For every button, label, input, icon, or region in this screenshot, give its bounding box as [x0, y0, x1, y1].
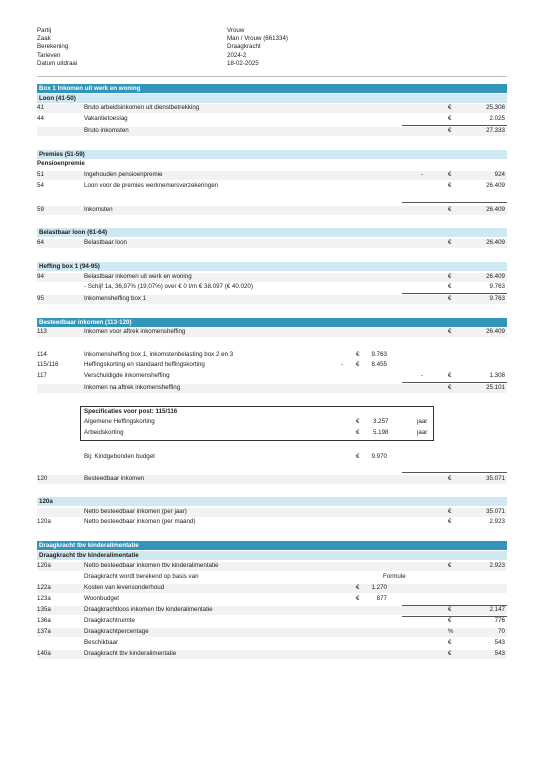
row-59: [37, 206, 507, 215]
row-label: Loon voor de premies werknemersverzekeringen: [84, 182, 219, 189]
row-number: 135a: [37, 606, 51, 613]
header-divider: [37, 76, 507, 77]
row-number: 44: [37, 115, 44, 122]
currency: €: [356, 429, 360, 436]
section-draagkracht-title: [37, 541, 507, 550]
currency: €: [356, 584, 360, 591]
currency: €: [448, 127, 452, 134]
amount: 25.308: [486, 104, 505, 111]
currency: €: [448, 273, 452, 280]
amount: 35.071: [486, 508, 505, 515]
row-label: Netto besteedbaar inkomen (per maand): [84, 518, 196, 525]
currency: €: [448, 617, 452, 624]
section-title: Box 1 Inkomen uit werk en woning: [39, 85, 141, 92]
row-51: [37, 171, 507, 180]
amount: 70: [498, 628, 505, 635]
amount: 877: [376, 595, 387, 602]
row-label: Algemene Heffingskorting: [84, 418, 155, 425]
row-number: 123a: [37, 595, 51, 602]
row-label: Arbeidskorting: [84, 429, 124, 436]
row-94: [37, 273, 507, 282]
row-label: Beschikbaar: [84, 639, 119, 646]
row-kindgebonden: [37, 453, 507, 462]
unit: jaar: [417, 418, 428, 425]
row-120a-kinder: [37, 562, 507, 571]
currency: €: [448, 206, 452, 213]
row-number: 59: [37, 206, 44, 213]
row-label: Netto besteedbaar inkomen tbv kinderalimentatie: [84, 562, 219, 569]
row-number: 120: [37, 475, 48, 482]
row-95: [37, 295, 507, 304]
row-136a: [37, 617, 507, 626]
section-title: Besteedbaar inkomen (113-120): [39, 319, 132, 326]
sum-line: [402, 293, 507, 294]
amount: 776: [494, 617, 505, 624]
spec-title-row: [37, 408, 507, 417]
row-number: 136a: [37, 617, 51, 624]
row-label: Belastbaar inkomen uit werk en woning: [84, 273, 192, 280]
row-135a: [37, 606, 507, 615]
row-label: Inkomen voor aftrek inkomensheffing: [84, 328, 186, 335]
unit: jaar: [417, 429, 428, 436]
subsection-title: Loon (41-50): [39, 95, 76, 102]
sum-line: [402, 202, 507, 203]
row-label: Draagkrachtloos inkomen tbv kinderalimentatie: [84, 606, 213, 613]
amount: 26.409: [486, 328, 505, 335]
row-64: [37, 239, 507, 248]
amount: 9.970: [371, 453, 387, 460]
header-row: [37, 60, 507, 68]
currency: €: [448, 639, 452, 646]
currency: €: [448, 372, 452, 379]
header-row: [37, 52, 507, 60]
currency: €: [448, 650, 452, 657]
row-54: [37, 182, 507, 191]
row-label: Woonbudget: [84, 595, 119, 602]
minus-sign: -: [421, 372, 424, 379]
header-value: Draagkracht: [227, 43, 261, 51]
row-netto-jaar: [37, 508, 507, 517]
row-number: 115/116: [37, 361, 59, 368]
spec-row: [37, 418, 507, 427]
sum-line: [402, 382, 507, 383]
amount: 2.147: [489, 606, 505, 613]
row-44: [37, 115, 507, 124]
row-label: Netto besteedbaar inkomen (per jaar): [84, 508, 187, 515]
row-number: 95: [37, 295, 44, 302]
currency: €: [356, 453, 360, 460]
amount: 26.409: [486, 182, 505, 189]
amount: 9.763: [489, 295, 505, 302]
section-heffing-title: [37, 262, 507, 271]
row-117: [37, 372, 507, 381]
amount: 27.333: [486, 127, 505, 134]
currency: €: [448, 606, 452, 613]
header-row: [37, 43, 507, 51]
amount: 543: [494, 639, 505, 646]
amount: 2.923: [489, 562, 505, 569]
row-137a: [37, 628, 507, 637]
amount: 9.763: [371, 351, 387, 358]
header-key: Berekening: [37, 43, 69, 51]
row-number: 120a: [37, 562, 51, 569]
row-label: Verschuldigde inkomensheffing: [84, 372, 170, 379]
subsection-title: Pensioenpremie: [37, 160, 85, 167]
row-120a-maand: [37, 518, 507, 527]
basis-value: Formule: [383, 573, 406, 580]
row-label: Draagkrachtruimte: [84, 617, 135, 624]
header-key: Partij: [37, 27, 52, 34]
minus-sign: -: [341, 361, 344, 368]
subsection-loon: [37, 94, 507, 103]
amount: 26.409: [486, 239, 505, 246]
row-number: 140a: [37, 650, 51, 657]
row-label: Draagkracht wordt berekend op basis van: [84, 573, 199, 580]
amount: 8.455: [371, 361, 387, 368]
currency: €: [448, 328, 452, 335]
section-title: Belastbaar loon (61-64): [39, 229, 108, 236]
currency: €: [448, 562, 452, 569]
sum-line: [402, 125, 507, 126]
spec-row: [37, 429, 507, 438]
row-label: Vakantietoeslag: [84, 115, 128, 122]
row-label: Kosten van levensonderhoud: [84, 584, 165, 591]
amount: 1.308: [489, 372, 505, 379]
row-label: Draagkracht tbv kinderalimentatie: [84, 650, 177, 657]
row-number: 114: [37, 351, 47, 358]
row-number: 54: [37, 182, 44, 189]
row-bruto-inkomsten: [37, 127, 507, 136]
currency: €: [448, 115, 452, 122]
amount: 9.763: [489, 283, 505, 290]
amount: 543: [494, 650, 505, 657]
row-label: Inkomsten: [84, 206, 113, 213]
currency: €: [448, 508, 452, 515]
header-value: Vrouw: [227, 27, 245, 34]
row-label: Heffingskorting en standaard heffingskorting: [84, 361, 205, 368]
minus-sign: -: [421, 171, 424, 178]
amount: 2.923: [489, 518, 505, 525]
row-number: 94: [37, 273, 44, 280]
spec-title: Specificaties voor post: 115/116: [84, 408, 178, 415]
row-label: Draagkrachtpercentage: [84, 628, 149, 635]
row-label: Bij: Kindgebonden budget: [84, 453, 155, 460]
row-label: Inkomen na aftrek inkomensheffing: [84, 384, 181, 391]
row-41: [37, 104, 507, 113]
section-box1-title: [37, 84, 507, 93]
header-key: Tarieven: [37, 51, 61, 59]
section-premies-title: [37, 150, 507, 159]
header-key: Zaak: [37, 35, 51, 43]
row-label: - Schijf 1a, 36,97% (19,07%) over € 0 t/m € 38.097 (€ 40.020): [84, 283, 253, 290]
subsection-draagkracht: [37, 551, 507, 560]
header-row: [37, 27, 507, 35]
header-value: 18-02-2025: [227, 59, 259, 67]
row-113: [37, 328, 507, 337]
amount: 2.025: [489, 115, 505, 122]
amount: 26.409: [486, 206, 505, 213]
currency: €: [356, 361, 360, 368]
amount: 924: [494, 171, 505, 178]
row-basis: [37, 573, 507, 582]
row-label: Ingehouden pensioenpremie: [84, 171, 163, 178]
row-schijf: [37, 283, 507, 292]
currency: €: [448, 518, 452, 525]
row-label: Besteedbaar inkomen: [84, 475, 145, 482]
currency: €: [448, 104, 452, 111]
row-122a: [37, 584, 507, 593]
row-number: 51: [37, 171, 44, 178]
section-title: Draagkracht tbv kinderalimentatie: [39, 542, 139, 549]
currency: €: [356, 418, 360, 425]
currency: €: [448, 239, 452, 246]
row-number: 137a: [37, 628, 51, 635]
currency: €: [448, 171, 452, 178]
row-label: Inkomensheffing box 1, inkomstenbelasting box 2 en 3: [84, 351, 234, 358]
amount: 26.409: [486, 273, 505, 280]
row-number: 64: [37, 239, 44, 246]
row-label: Bruto inkomsten: [84, 127, 129, 134]
currency: €: [448, 283, 452, 290]
sum-line: [402, 472, 507, 473]
row-114: [37, 351, 507, 360]
section-120a-title: [37, 497, 507, 506]
currency: €: [448, 384, 452, 391]
amount: 1.270: [371, 584, 387, 591]
currency: €: [356, 351, 360, 358]
amount: 3.257: [373, 418, 389, 425]
row-label: Inkomensheffing box 1: [84, 295, 147, 302]
row-na-aftrek: [37, 384, 507, 393]
row-number: 120a: [37, 518, 51, 525]
subsection-title: Draagkracht tbv kinderalimentatie: [39, 552, 139, 559]
row-140a: [37, 650, 507, 659]
row-123a: [37, 595, 507, 604]
row-number: 122a: [37, 584, 51, 591]
row-label: Bruto arbeidsinkomen uit dienstbetrekking: [84, 104, 200, 111]
currency: €: [448, 182, 452, 189]
row-120: [37, 475, 507, 484]
amount: 25.101: [486, 384, 505, 391]
section-title: Heffing box 1 (94-95): [39, 263, 100, 270]
section-title: 120a: [39, 498, 53, 505]
section-besteedbaar-title: [37, 318, 507, 327]
section-belastbaar-title: [37, 228, 507, 237]
row-label: Belastbaar loon: [84, 239, 127, 246]
header-value: 2024-2: [227, 51, 247, 59]
section-title: Premies (51-59): [39, 151, 85, 158]
currency: €: [356, 595, 360, 602]
subsection-pensioenpremie: [37, 160, 507, 169]
row-number: 117: [37, 372, 47, 379]
currency: €: [448, 295, 452, 302]
amount: 5.198: [373, 429, 389, 436]
row-number: 41: [37, 104, 44, 111]
row-beschikbaar: [37, 639, 507, 648]
amount: 35.071: [486, 475, 505, 482]
row-115-116: [37, 361, 507, 370]
row-number: 113: [37, 328, 47, 335]
header-row: [37, 35, 507, 43]
header-key: Datum uitdraai: [37, 59, 78, 67]
percent-sign: %: [448, 628, 454, 635]
header-value: Man / Vrouw (661334): [227, 35, 288, 43]
currency: €: [448, 475, 452, 482]
document-header: [37, 27, 507, 68]
